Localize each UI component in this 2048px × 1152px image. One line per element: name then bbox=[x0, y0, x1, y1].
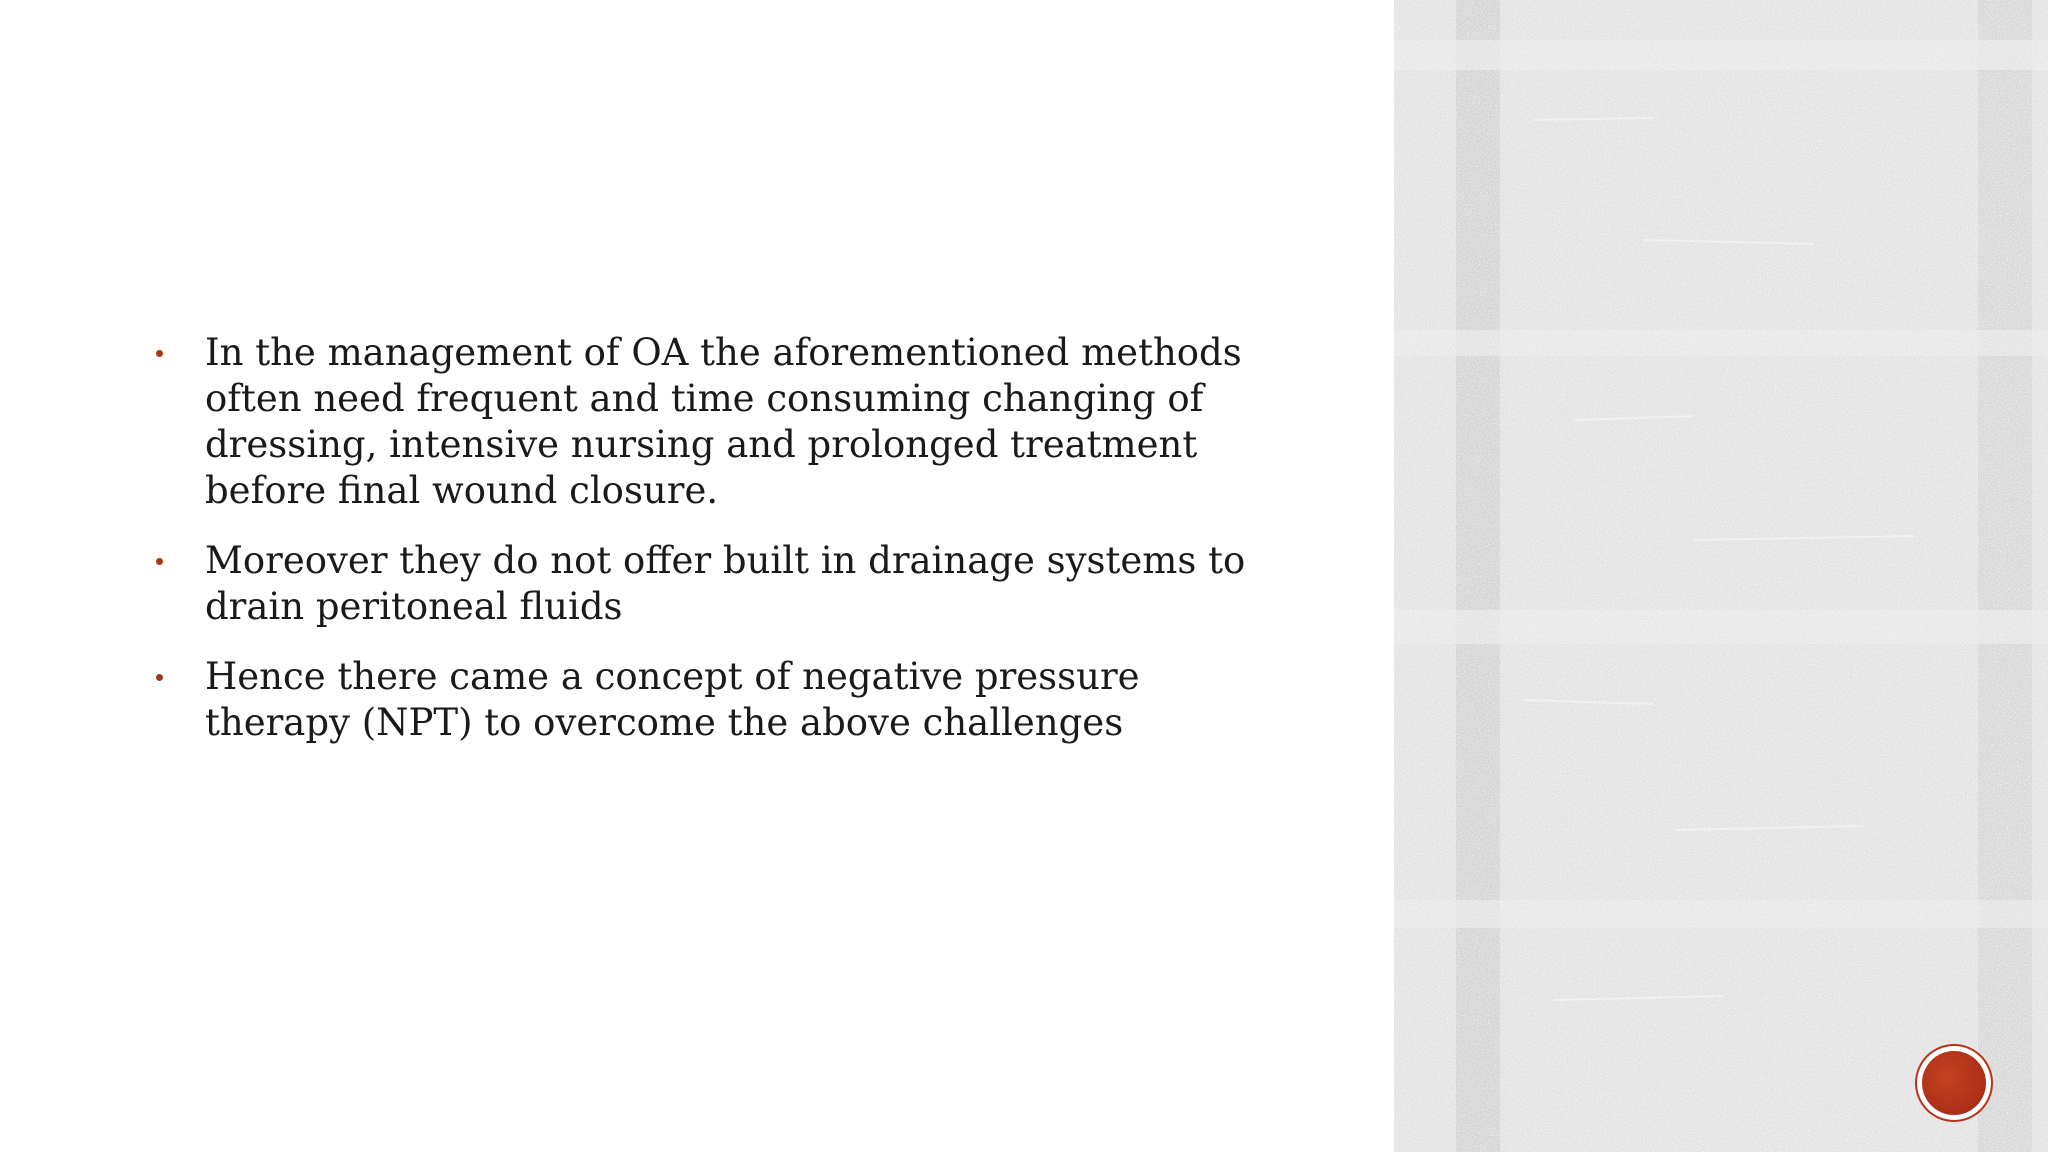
bullet-text: Moreover they do not offer built in drainage systems to drain peritoneal fluids bbox=[205, 539, 1246, 628]
bullet-item-2 bbox=[150, 538, 1290, 630]
page-badge-fill bbox=[1922, 1051, 1986, 1115]
slide-content bbox=[150, 330, 1290, 770]
bullet-item-3 bbox=[150, 654, 1290, 746]
bullet-dot-icon bbox=[156, 350, 163, 357]
bullet-item-1 bbox=[150, 330, 1290, 514]
bullet-text: Hence there came a concept of negative pressure therapy (NPT) to overcome the above challenges bbox=[205, 655, 1140, 744]
decorative-side-panel bbox=[1394, 0, 2048, 1152]
bullet-list bbox=[150, 330, 1290, 746]
page-badge-icon bbox=[1917, 1046, 1991, 1120]
bullet-dot-icon bbox=[156, 674, 163, 681]
bullet-text: In the management of OA the aforementioned methods often need frequent and time consuming changing of dressing, intensive nursing and prolonged treatment before final wound closure. bbox=[205, 331, 1242, 512]
bullet-dot-icon bbox=[156, 558, 163, 565]
texture-graphic bbox=[1394, 0, 2048, 1152]
